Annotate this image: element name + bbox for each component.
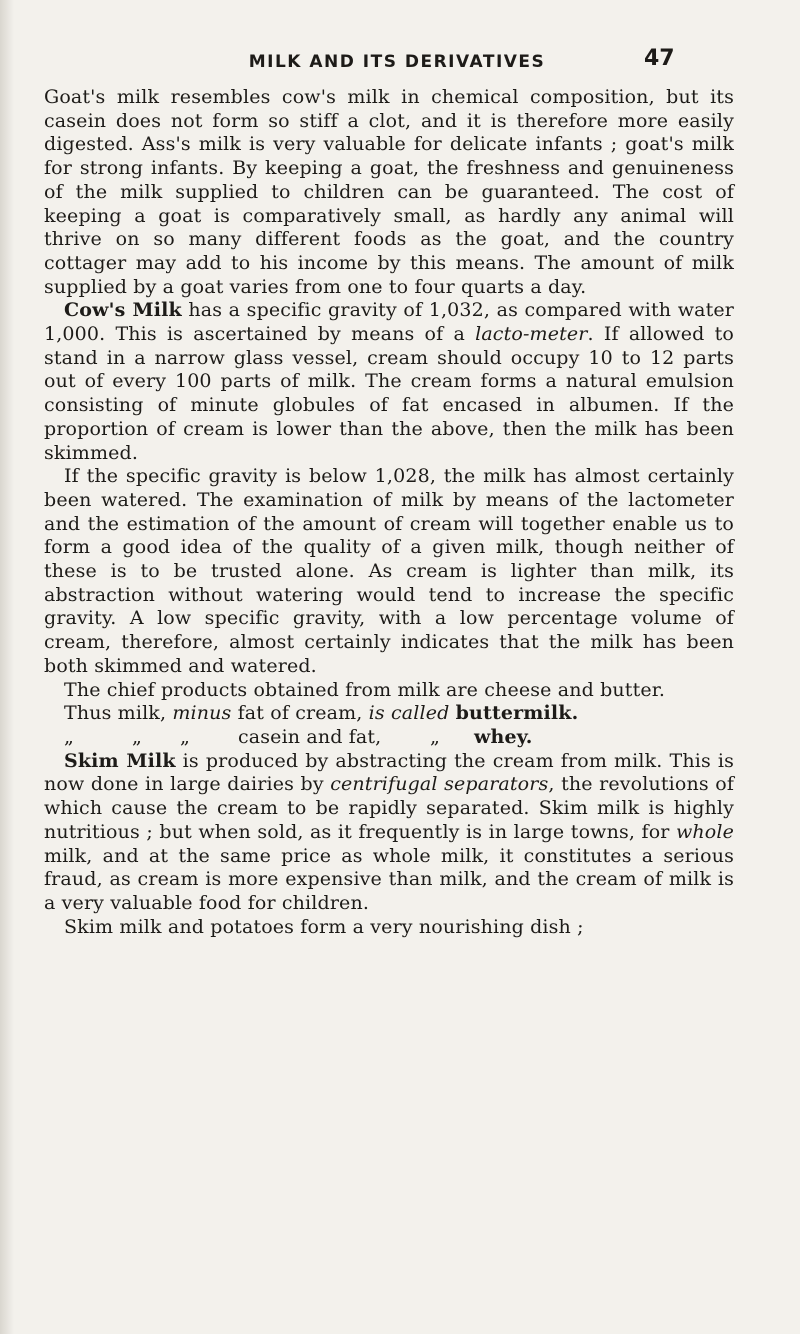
term-cows-milk: Cow's Milk	[64, 299, 182, 322]
term-skim-milk: Skim Milk	[64, 749, 176, 772]
body-text	[44, 86, 734, 939]
term-lactometer: lacto-meter	[475, 323, 588, 346]
paragraph-skim-milk: Skim Milk is produced by abstracting the cream from milk. This is now done in large dairies by centrifugal separators, the revolutions of which cause the cream to be rapidly separated. Skim milk is highly nutritious ; but when sold, as it frequently is in large towns, for whole milk, and at the same price as whole milk, it constitutes a serious fraud, as cream is more expensive than milk, and the cream of milk is a very valuable food for children.	[44, 749, 735, 914]
term-whey: whey.	[474, 725, 533, 748]
paragraph-chief-products: The chief products obtained from milk are cheese and butter.	[64, 678, 666, 701]
derivation-whey: „ „ „ casein and fat, „ whey.	[64, 725, 533, 748]
derivation-buttermilk: Thus milk, minus fat of cream, is called buttermilk.	[64, 702, 579, 725]
paragraph-cows-milk: Cow's Milk has a specific gravity of 1,032, as compared with water 1,000. This is ascertained by means of a lacto-meter. If allowed to stand in a narrow glass vessel, cream should occupy 10 to 12 parts out of every 100 parts of milk. The cream forms a natural emulsion consisting of minute globules of fat encased in albumen. If the proportion of cream is lower than the above, then the milk has been skimmed.	[44, 299, 734, 464]
paragraph-skim-milk-potatoes: Skim milk and potatoes form a very nourishing dish ;	[64, 915, 584, 938]
page-number: 47	[644, 46, 675, 71]
term-buttermilk: buttermilk.	[455, 702, 579, 725]
paragraph-goats-milk: Goat's milk resembles cow's milk in chemical composition, but its casein does not form so stiff a clot, and it is therefore more easily digested. Ass's milk is very valuable for delicate infants ; goat's milk for strong infants. By keeping a goat, the freshness and genuineness of the milk supplied to children can be guaranteed. The cost of keeping a goat is comparatively small, as hardly any animal will thrive on so many different foods as the goat, and the country cottager may add to his income by this means. The amount of milk supplied by a goat varies from one to four quarts a day.	[44, 86, 734, 298]
term-centrifugal-separators: centrifugal separators	[330, 773, 549, 796]
running-head: MILK AND ITS DERIVATIVES	[248, 52, 546, 72]
page-gutter-shadow	[0, 0, 14, 1334]
paragraph-specific-gravity: If the specific gravity is below 1,028, the milk has almost certainly been watered. The examination of milk by means of the lactometer and the estimation of the amount of cream will together enable us to form a good idea of the quality of a given milk, though neither of these is to be trusted alone. As cream is lighter than milk, its abstraction without watering would tend to increase the specific gravity. A low specific gravity, with a low percentage volume of cream, therefore, almost certainly indicates that the milk has been both skimmed and watered.	[44, 465, 734, 677]
